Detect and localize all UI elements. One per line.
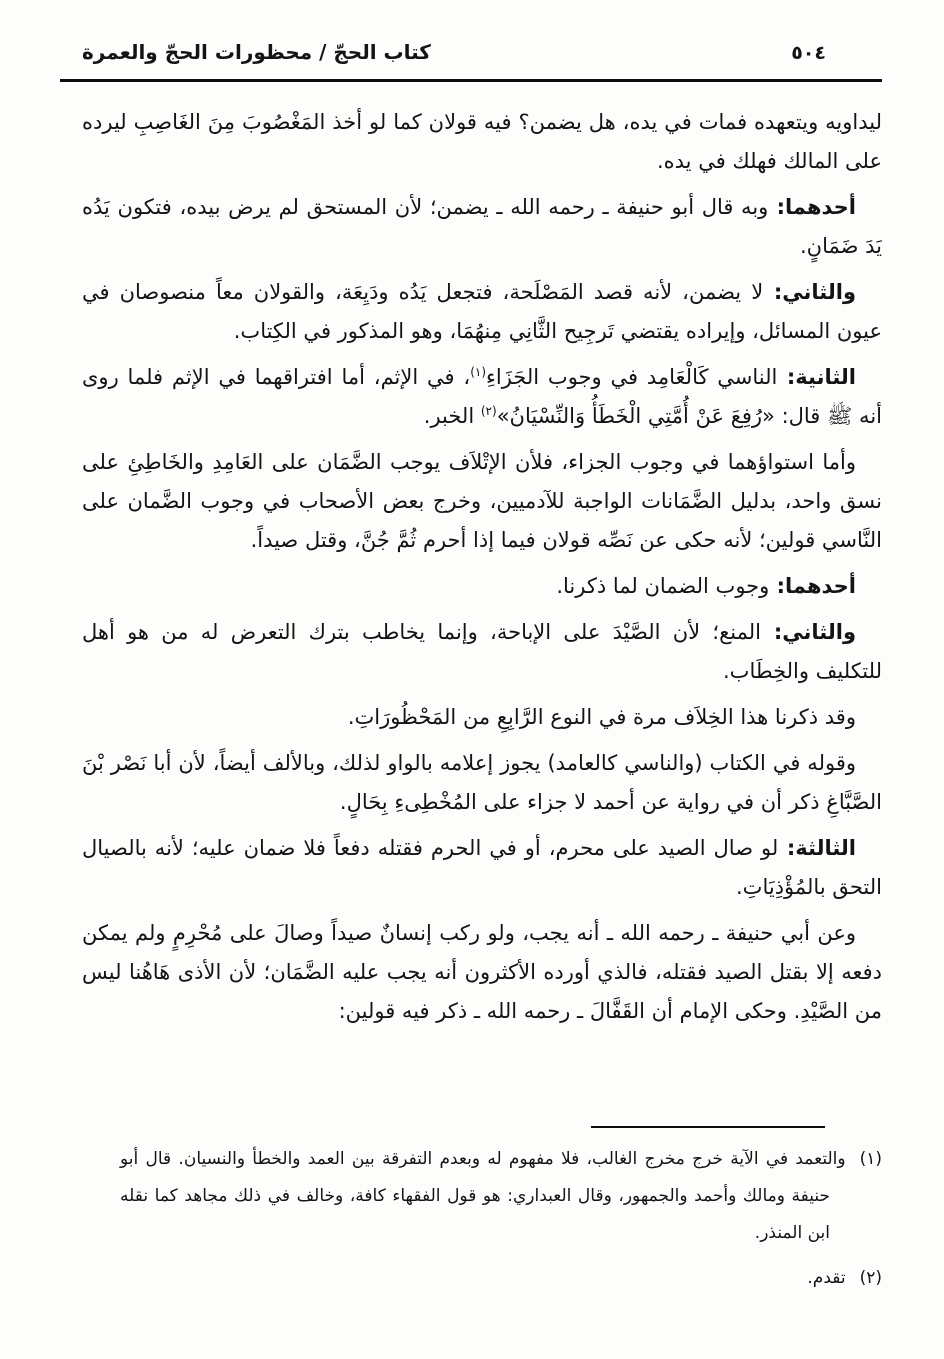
running-head-title: كتاب الحجّ / محظورات الحجّ والعمرة [82,40,431,64]
footnotes-section [120,1141,882,1305]
paragraph-4: الثانية: الناسي كَالْعَامِد في وجوب الجَزَاءِ$^{(١)}$، في الإثم، أما افتراقهما في الإثم فلما روى أنه ﷺ قال: «رُفِعَ عَنْ أُمَّتِي الْخَطَأُ وَالنِّسْيَانُ»$^{(٢)}$ الخبر. [82,365,882,428]
paragraph-6: أحدهما: وجوب الضمان لما ذكرنا. [556,574,856,598]
page-number: ٥٠٤ [791,42,826,64]
page-header [0,36,944,78]
body-text [82,103,882,1117]
footnote-item-2 [120,1260,882,1297]
paragraph-7: والثاني: المنع؛ لأن الصَّيْدَ على الإباحة، وإنما يخاطب بترك التعرض له من هو أهل للتكليف والخِطَاب. [82,620,882,683]
paragraph-5: وأما استواؤهما في وجوب الجزاء، فلأن الإتْلاَف يوجب الضَّمَان على العَامِدِ والخَاطِئِ على نسق واحد، بدليل الضَّمَانات الواجبة للآدميين، وخرج بعض الأصحاب في وجوب الضَّمان على النَّاسي قولين؛ لأنه حكى عن نَصِّه قولان فيما إذا أحرم ثُمَّ جُنَّ، وقتل صيداً. [82,450,882,552]
footnote-text-1: والتعمد في الآية خرج مخرج الغالب، فلا مفهوم له وبعدم التفرقة بين العمد والخطأ والنسيان. قال أبو حنيفة ومالك وأحمد والجمهور، وقال العبداري: هو قول الفقهاء كافة، وخالف في ذلك مجاهد كما نقله ابن المنذر. [120,1149,846,1243]
paragraph-9: وقوله في الكتاب (والناسي كالعامد) يجوز إعلامه بالواو لذلك، وبالألف أيضاً، لأن أبا نَصْر بْنَ الصَّبَّاغِ ذكر أن في رواية عن أحمد لا جزاء على المُخْطِىءِ بِحَالٍ. [82,751,882,814]
paragraph-11: وعن أبي حنيفة ـ رحمه الله ـ أنه يجب، ولو ركب إنسانٌ صيداً وصالَ على مُحْرِمٍ ولم يمكن دفعه إلا بقتل الصيد فقتله، فالذي أورده الأكثرون أنه يجب عليه الضَّمَان؛ لأن الأذى هَاهُنا ليس من الصَّيْدِ. وحكى الإمام أن القَفَّالَ ـ رحمه الله ـ ذكر فيه قولين: [82,921,882,1023]
footnote-marker-2: (٢) [859,1268,882,1288]
paragraph-1: ليداويه ويتعهده فمات في يده، هل يضمن؟ فيه قولان كما لو أخذ المَغْصُوبَ مِنَ الغَاصِبِ ليرده على المالك فهلك في يده. [82,110,882,173]
paragraph-8: وقد ذكرنا هذا الخِلاَف مرة في النوع الرَّابِعِ من المَحْظُورَاتِ. [347,705,856,729]
paragraph-10: الثالثة: لو صال الصيد على محرم، أو في الحرم فقتله دفعاً فلا ضمان عليه؛ لأنه بالصيال التحق بالمُؤْذِيَاتِ. [82,836,882,899]
footnote-text-2: تقدم. [807,1268,846,1288]
paragraph-2: أحدهما: وبه قال أبو حنيفة ـ رحمه الله ـ يضمن؛ لأن المستحق لم يرض بيده، فتكون يَدُه يَدَ ضَمَانٍ. [82,195,882,258]
paragraph-3: والثاني: لا يضمن، لأنه قصد المَصْلَحة، فتجعل يَدُه ودَيِعَة، والقولان معاً منصوصان في عيون المسائل، وإيراده يقتضي تَرجِيح الثَّانِي مِنهُمَا، وهو المذكور في الكِتاب. [82,280,882,343]
footnote-item-1 [120,1141,882,1252]
footnote-marker-1: (١) [859,1149,882,1169]
footnote-separator [591,1126,825,1128]
header-rule [60,79,882,82]
